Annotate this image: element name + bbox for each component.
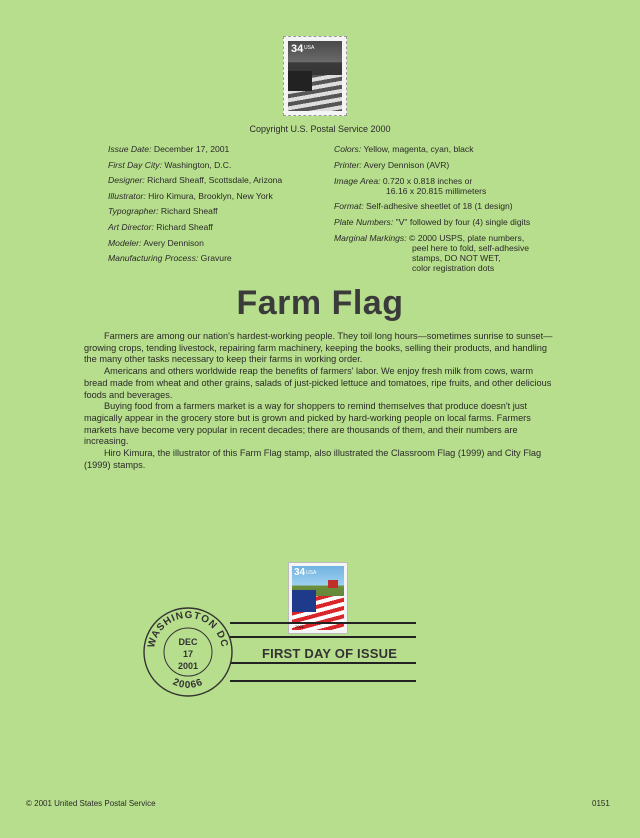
body-text — [84, 331, 554, 471]
copyright-line: Copyright U.S. Postal Service 2000 — [249, 124, 391, 134]
paragraph: Buying food from a farmers market is a way for shoppers to remind themselves that produce doesn't just magically appear in the grocery store but is grown and picked by hard-working people on local farms. Farmers markets have become very popular in recent decades; there are thousands of them, and their numbers are increasing. — [84, 401, 531, 447]
first-day-of-issue-label: FIRST DAY OF ISSUE — [262, 646, 398, 661]
cancel-line — [230, 662, 416, 664]
spec-format: Format: Self-adhesive sheetlet of 18 (1 design) — [334, 201, 513, 212]
paragraph: Hiro Kimura, the illustrator of this Farm Flag stamp, also illustrated the Classroom Flag (1999) and City Flag (1999) stamps. — [84, 448, 542, 470]
spec-colors: Colors: Yellow, magenta, cyan, black — [334, 144, 474, 154]
spec-image-area: Image Area: 0.720 x 0.818 inches or 16.16 x 20.815 millimeters — [334, 176, 487, 197]
paragraph: Americans and others worldwide reap the benefits of farmers' labor. We enjoy fresh milk from cows, warm bread made from wheat and other grains, salads of just-picked lettuce and tomatoes, ripe fruits, and other delicious foods and beverages. — [84, 366, 552, 400]
svg-text:20066 — [171, 677, 205, 691]
spec-issue-date: Issue Date: December 17, 2001 — [108, 144, 230, 154]
footer-code: 0151 — [592, 799, 610, 808]
footer-copyright: © 2001 United States Postal Service — [26, 799, 156, 808]
cancel-line — [230, 680, 416, 682]
stamp-year: 2001 — [295, 624, 304, 629]
postmark-year: 2001 — [177, 661, 199, 671]
top-stamp-image — [283, 36, 347, 116]
spec-art-director: Art Director: Richard Sheaff — [108, 221, 213, 232]
postmark-zip: 20066 — [171, 676, 205, 691]
postmark-month: DEC — [178, 637, 198, 647]
stamp-country: USA — [304, 45, 315, 51]
spec-first-day-city: First Day City: Washington, D.C. — [108, 159, 232, 170]
specs-left — [108, 142, 328, 267]
spec-modeler: Modeler: Avery Dennison — [108, 237, 204, 248]
spec-typographer: Typographer: Richard Sheaff — [108, 206, 218, 217]
postmark-date — [168, 636, 208, 672]
paragraph: Farmers are among our nation's hardest-working people. They toil long hours—sometimes sunrise to sunset—growing crops, tending livestock, repairing farm machinery, keeping the books, selling their products, and handling the many other tasks necessary to keep their farms in working order. — [84, 331, 553, 365]
spec-plate-numbers: Plate Numbers: "V" followed by four (4) single digits — [334, 216, 531, 227]
stamp-denomination: 34 — [291, 43, 304, 55]
spec-illustrator: Illustrator: Hiro Kimura, Brooklyn, New York — [108, 190, 273, 201]
specs-right — [334, 142, 544, 273]
cancel-line — [230, 636, 416, 638]
postmark-day: 17 — [182, 649, 193, 659]
stamp-country: USA — [306, 570, 317, 576]
page-title: Farm Flag — [236, 284, 404, 322]
postmark-city: WASHINGTON DC — [146, 609, 230, 649]
cancel-line — [230, 622, 416, 624]
spec-marginal-markings: Marginal Markings: © 2000 USPS, plate numbers, peel here to fold, self-adhesive stamps, DO NOT WET, color registration dots — [334, 233, 530, 274]
spec-manufacturing-process: Manufacturing Process: Gravure — [108, 253, 232, 264]
stamp-denomination: 34 — [294, 567, 306, 578]
spec-designer: Designer: Richard Sheaff, Scottsdale, Arizona — [108, 175, 283, 186]
spec-printer: Printer: Avery Dennison (AVR) — [334, 159, 450, 170]
